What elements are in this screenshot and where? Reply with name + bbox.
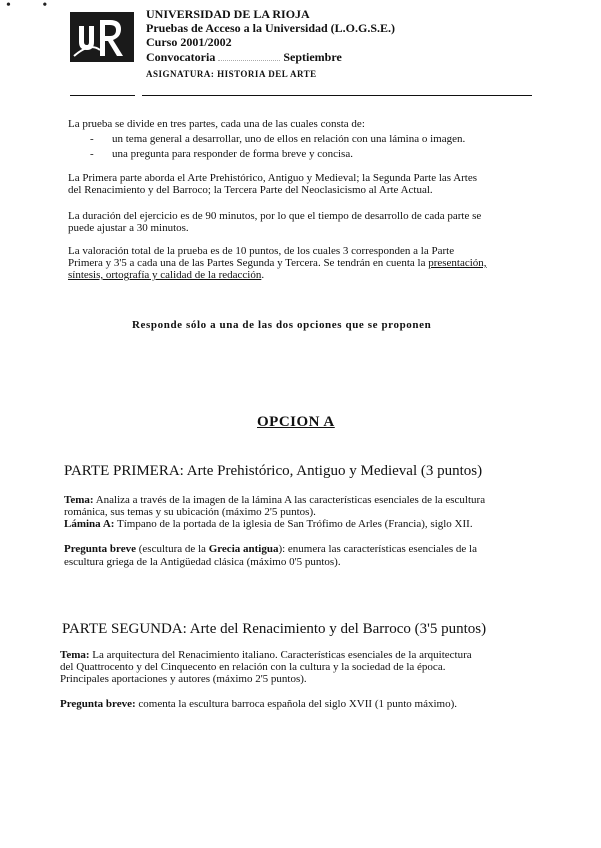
parts-line: La Primera parte aborda el Arte Prehistórico, Antiguo y Medieval; la Segunda Parte las Artes	[68, 172, 478, 184]
option-title: OPCION A	[257, 414, 335, 430]
course-year: Curso 2001/2002	[146, 35, 232, 49]
ur-logo-icon	[70, 12, 134, 62]
part1-lamina: Lámina A: Tímpano de la portada de la iglesia de San Trófimo de Arles (Francia), siglo XII.	[64, 518, 473, 530]
convocatoria-blank	[218, 51, 280, 61]
score-line: Primera y 3'5 a cada una de las Partes Segunda y Tercera. Se tendrán en cuenta la presentación,	[68, 257, 487, 269]
university-logo	[70, 12, 134, 62]
part1-tema-cont: románica, sus temas y su ubicación (máximo 2'5 puntos).	[64, 506, 316, 518]
duration-line: La duración del ejercicio es de 90 minutos, por lo que el tiempo de desarrollo de cada parte se	[68, 210, 482, 222]
instruction: Responde sólo a una de las dos opciones que se proponen	[132, 319, 432, 331]
convocatoria	[146, 51, 342, 64]
part2-tema-cont: Principales aportaciones y autores (máximo 2'5 puntos).	[60, 673, 307, 685]
parts-line: del Renacimiento y del Barroco; la Tercera Parte del Neoclasicismo al Arte Actual.	[68, 184, 433, 196]
exam-title: Pruebas de Acceso a la Universidad (L.O.G.S.E.)	[146, 21, 396, 35]
header-rule-right	[142, 95, 532, 96]
university-name: UNIVERSIDAD DE LA RIOJA	[146, 7, 310, 21]
asignatura: ASIGNATURA: HISTORIA DEL ARTE	[146, 69, 317, 79]
structure-lead: La prueba se divide en tres partes, cada una de las cuales consta de:	[68, 118, 365, 130]
stray-marks: • •	[6, 0, 62, 13]
criteria-underlined: presentación,	[428, 257, 487, 269]
part2-tema-cont: del Quattrocento y del Cinquecento en relación con la cultura y la sociedad de la época.	[60, 661, 446, 673]
part1-tema: Tema: Analiza a través de la imagen de la lámina A las características esenciales de la escultura	[64, 494, 486, 506]
convocatoria-value: Septiembre	[283, 50, 342, 64]
part1-pregunta-cont: escultura griega de la Antigüedad clásica (máximo 0'5 puntos).	[64, 556, 341, 568]
convocatoria-label: Convocatoria	[146, 50, 216, 64]
header-rule-left	[70, 95, 135, 96]
duration-line: puede ajustar a 30 minutos.	[68, 222, 189, 234]
score-line: La valoración total de la prueba es de 10 puntos, de los cuales 3 corresponden a la Parte	[68, 245, 455, 257]
part1-heading: PARTE PRIMERA: Arte Prehistórico, Antiguo y Medieval (3 puntos)	[64, 463, 483, 479]
part2-heading: PARTE SEGUNDA: Arte del Renacimiento y del Barroco (3'5 puntos)	[62, 621, 487, 637]
part2-pregunta: Pregunta breve: comenta la escultura barroca española del siglo XVII (1 punto máximo).	[60, 698, 458, 710]
criteria-underlined: síntesis, ortografía y calidad de la redacción	[68, 269, 262, 281]
bullet-item: - un tema general a desarrollar, uno de ellos en relación con una lámina o imagen.	[90, 133, 466, 145]
part1-pregunta: Pregunta breve (escultura de la Grecia antigua): enumera las características esenciales de la	[64, 543, 477, 555]
score-line: síntesis, ortografía y calidad de la redacción.	[68, 269, 265, 281]
bullet-item: - una pregunta para responder de forma breve y concisa.	[90, 148, 353, 160]
part2-tema: Tema: La arquitectura del Renacimiento italiano. Características esenciales de la arquitectura	[60, 649, 472, 661]
